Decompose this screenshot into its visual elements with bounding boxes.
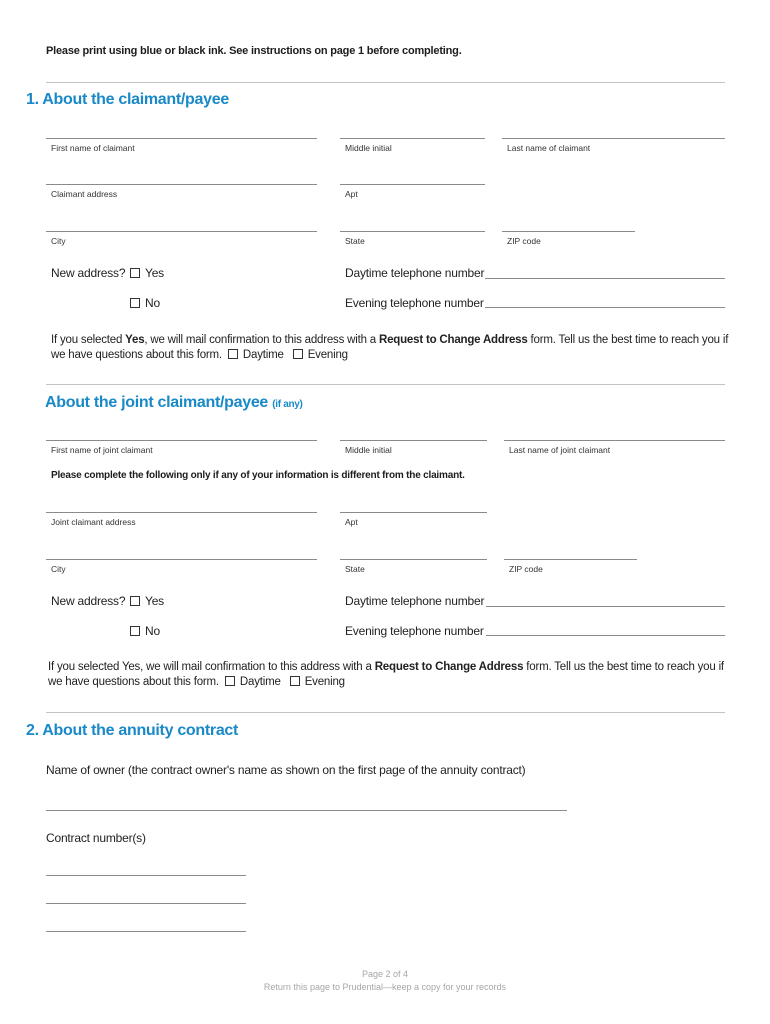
section2-title: 2. About the annuity contract — [26, 722, 239, 739]
evening-phone-field[interactable] — [485, 307, 725, 308]
section1-title: 1. About the claimant/payee — [26, 91, 229, 108]
new-address-yes-option[interactable]: Yes — [130, 266, 164, 280]
daytime-phone-label: Daytime telephone number — [345, 266, 485, 280]
joint-evening-phone-field[interactable] — [486, 635, 725, 636]
joint-best-time-daytime-option[interactable]: Daytime — [225, 676, 281, 688]
checkbox-icon[interactable] — [228, 349, 238, 359]
address-field[interactable] — [46, 184, 317, 185]
joint-state-field[interactable] — [340, 559, 487, 560]
state-label: State — [345, 236, 365, 246]
divider — [46, 384, 725, 385]
contract-number-field-1[interactable] — [46, 875, 246, 876]
new-address-no-option[interactable]: No — [130, 296, 160, 310]
joint-middle-initial-field[interactable] — [340, 440, 487, 441]
joint-first-name-label: First name of joint claimant — [51, 445, 153, 455]
section1-note: If you selected Yes, we will mail confirmation to this address with a Request to Change Address form. Tell us the best time to reach you if we have questions about this form. Daytime Evening — [51, 334, 729, 361]
middle-initial-label: Middle initial — [345, 143, 392, 153]
joint-note: If you selected Yes, we will mail confirmation to this address with a Request to Change Address form. Tell us the best time to reach you if we have questions about this form. Daytime Evening — [48, 661, 724, 688]
checkbox-icon[interactable] — [225, 676, 235, 686]
joint-title: About the joint claimant/payee (if any) — [45, 394, 303, 411]
first-name-field[interactable] — [46, 138, 317, 139]
checkbox-icon[interactable] — [130, 626, 140, 636]
middle-initial-field[interactable] — [340, 138, 485, 139]
joint-apt-label: Apt — [345, 517, 358, 527]
joint-zip-field[interactable] — [504, 559, 637, 560]
joint-middle-initial-label: Middle initial — [345, 445, 392, 455]
last-name-field[interactable] — [502, 138, 725, 139]
owner-name-label: Name of owner (the contract owner's name as shown on the first page of the annuity contract) — [46, 763, 526, 777]
apt-label: Apt — [345, 189, 358, 199]
joint-apt-field[interactable] — [340, 512, 487, 513]
best-time-daytime-option[interactable]: Daytime — [228, 349, 284, 361]
joint-daytime-phone-field[interactable] — [486, 606, 725, 607]
joint-city-label: City — [51, 564, 66, 574]
contract-number-field-3[interactable] — [46, 931, 246, 932]
last-name-label: Last name of claimant — [507, 143, 591, 153]
zip-field[interactable] — [502, 231, 635, 232]
joint-zip-label: ZIP code — [509, 564, 543, 574]
checkbox-icon[interactable] — [130, 596, 140, 606]
joint-complete-note: Please complete the following only if any of your information is different from the claimant. — [51, 470, 465, 481]
joint-new-address-yes-option[interactable]: Yes — [130, 594, 164, 608]
divider — [46, 82, 725, 83]
owner-name-field[interactable] — [46, 810, 567, 811]
daytime-phone-field[interactable] — [485, 278, 725, 279]
checkbox-icon[interactable] — [130, 268, 140, 278]
joint-new-address-no-option[interactable]: No — [130, 624, 160, 638]
joint-first-name-field[interactable] — [46, 440, 317, 441]
joint-address-field[interactable] — [46, 512, 317, 513]
joint-daytime-phone-label: Daytime telephone number — [345, 594, 485, 608]
checkbox-icon[interactable] — [293, 349, 303, 359]
address-label: Claimant address — [51, 189, 118, 199]
apt-field[interactable] — [340, 184, 485, 185]
joint-last-name-label: Last name of joint claimant — [509, 445, 611, 455]
contract-number-label: Contract number(s) — [46, 831, 146, 845]
city-field[interactable] — [46, 231, 317, 232]
joint-best-time-evening-option[interactable]: Evening — [290, 676, 345, 688]
page-number: Page 2 of 4 — [361, 969, 409, 979]
joint-address-label: Joint claimant address — [51, 517, 136, 527]
contract-number-field-2[interactable] — [46, 903, 246, 904]
zip-label: ZIP code — [507, 236, 541, 246]
checkbox-icon[interactable] — [290, 676, 300, 686]
best-time-evening-option[interactable]: Evening — [293, 349, 348, 361]
joint-evening-phone-label: Evening telephone number — [345, 624, 484, 638]
joint-city-field[interactable] — [46, 559, 317, 560]
return-instructions: Return this page to Prudential—keep a copy for your records — [263, 982, 507, 992]
joint-last-name-field[interactable] — [504, 440, 725, 441]
city-label: City — [51, 236, 66, 246]
divider — [46, 712, 725, 713]
print-instructions: Please print using blue or black ink. See instructions on page 1 before completing. — [46, 45, 462, 57]
checkbox-icon[interactable] — [130, 298, 140, 308]
first-name-label: First name of claimant — [51, 143, 135, 153]
joint-state-label: State — [345, 564, 365, 574]
joint-new-address-label: New address? — [51, 594, 126, 608]
state-field[interactable] — [340, 231, 485, 232]
evening-phone-label: Evening telephone number — [345, 296, 484, 310]
new-address-label: New address? — [51, 266, 126, 280]
